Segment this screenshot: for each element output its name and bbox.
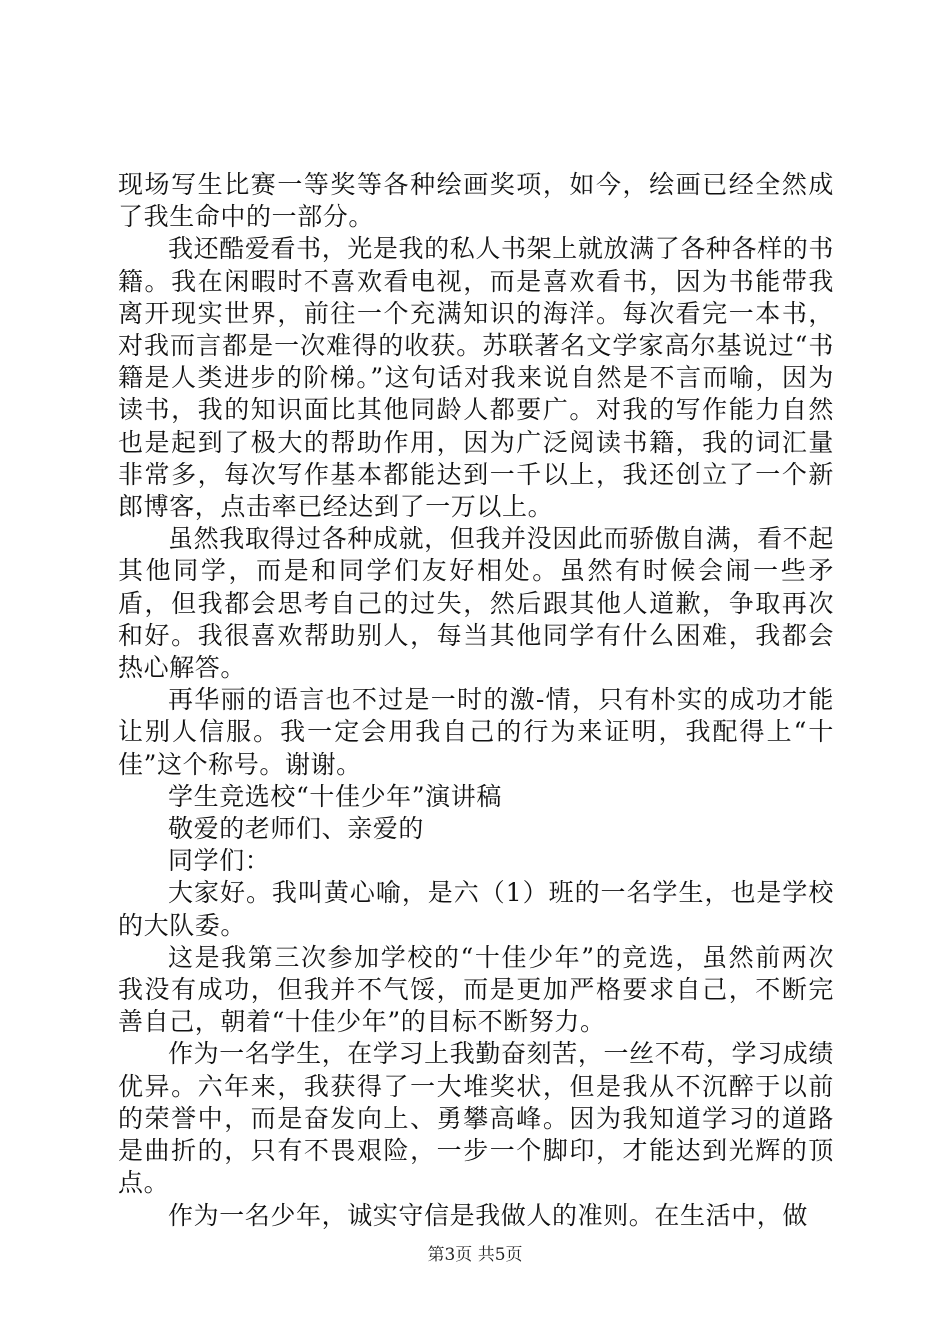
paragraph-as-youth: 作为一名少年，诚实守信是我做人的准则。在生活中，做 [168,1200,809,1230]
paragraph-continuation: 现场写生比赛一等奖等各种绘画奖项，如今，绘画已经全然成了我生命中的一部分。 [118,170,834,232]
paragraph-closing: 再华丽的语言也不过是一时的激-情，只有朴实的成功才能让别人信服。我一定会用我自己的行为来证明，我配得上“十佳”这个称号。谢谢。 [118,685,834,779]
document-body [118,169,834,1232]
paragraph-as-student: 作为一名学生，在学习上我勤奋刻苦，一丝不苟，学习成绩优异。六年来，我获得了一大堆奖状，但是我从不沉醉于以前的荣誉中，而是奋发向上、勇攀高峰。因为我知道学习的道路是曲折的，只有不畏艰险，一步一个脚印，才能达到光辉的顶点。 [118,1039,834,1198]
salutation-line-1: 敬爱的老师们、亲爱的 [168,814,425,844]
paragraph-greeting: 大家好。我叫黄心喻，是六（1）班的一名学生，也是学校的大队委。 [118,878,834,940]
paragraph-reading: 我还酷爱看书，光是我的私人书架上就放满了各种各样的书籍。我在闲暇时不喜欢看电视，而是喜欢看书，因为书能带我离开现实世界，前往一个充满知识的海洋。每次看完一本书，对我而言都是一次难得的收获。苏联著名文学家高尔基说过“书籍是人类进步的阶梯。”这句话对我来说自然是不言而喻，因为读书，我的知识面比其他同龄人都要广。对我的写作能力自然也是起到了极大的帮助作用，因为广泛阅读书籍，我的词汇量非常多，每次写作基本都能达到一千以上，我还创立了一个新郎博客，点击率已经达到了一万以上。 [118,234,834,522]
paragraph-classmates: 虽然我取得过各种成就，但我并没因此而骄傲自满，看不起其他同学，而是和同学们友好相处。虽然有时候会闹一些矛盾，但我都会思考自己的过失，然后跟其他人道歉，争取再次和好。我很喜欢帮助别人，每当其他同学有什么困难，我都会热心解答。 [118,524,834,683]
speech-title: 学生竞选校“十佳少年”演讲稿 [168,781,502,811]
page-footer: 第3页 共5页 [427,1245,523,1265]
salutation-line-2: 同学们： [168,846,271,876]
paragraph-third-attempt: 这是我第三次参加学校的“十佳少年”的竞选，虽然前两次我没有成功，但我并不气馁，而是更加严格要求自己，不断完善自己，朝着“十佳少年”的目标不断努力。 [118,942,834,1037]
